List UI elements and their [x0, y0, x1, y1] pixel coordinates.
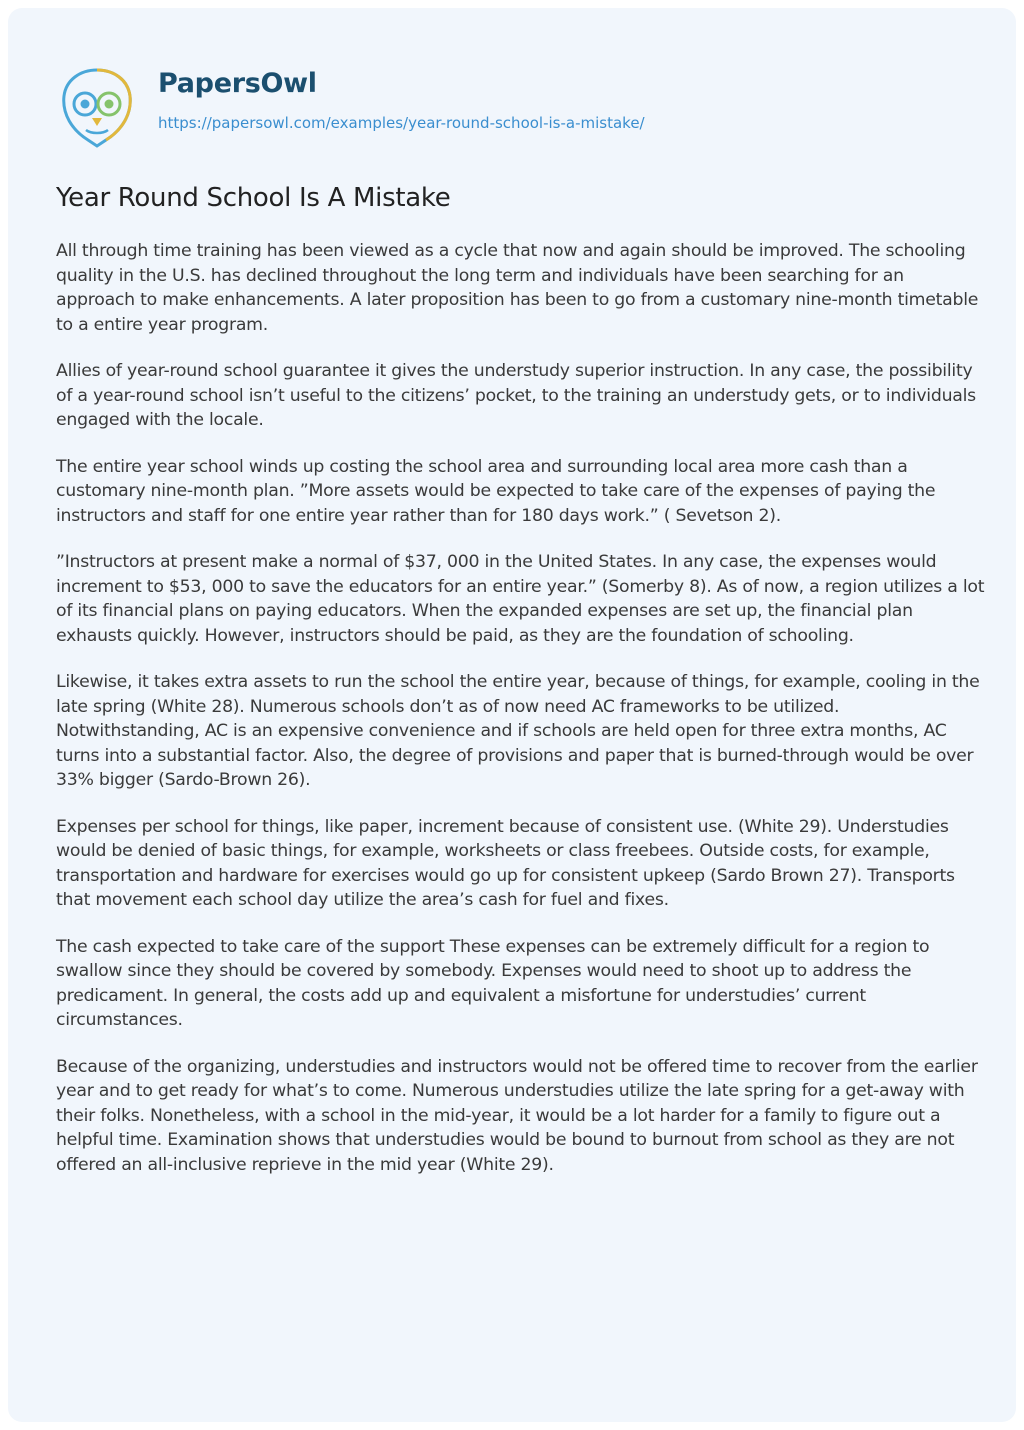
essay-paragraph: Allies of year-round school guarantee it gives the understudy superior instruction. In any case, the possibility of a year-round school isn’t useful to the citizens’ pocket, to the training an understudy gets, or to individuals engaged with the locale.: [56, 361, 976, 430]
essay-paragraph: Because of the organizing, understudies and instructors would not be offered time to recover from the earlier year and to get ready for what’s to come. Numerous understudies utilize the late spring for a get-away with their folks. Nonetheless, with a school in the mid-year, it would be a lot harder for a family to figure out a helpful time. Examination shows that understudies would be bound to burnout from school as they are not offered an all-inclusive reprieve in the mid year (White 29).: [56, 1056, 978, 1175]
brand-header: [56, 66, 645, 148]
essay-paragraph: All through time training has been viewed as a cycle that now and again should be improved. The schooling quality in the U.S. has declined throughout the long term and individuals have been searching for an approach to make enhancements. A later proposition has been to go from a customary nine-month timetable to a entire year program.: [56, 241, 979, 335]
essay-paragraph: ”Instructors at present make a normal of $37, 000 in the United States. In any case, the expenses would increment to $53, 000 to save the educators for an entire year.” (Somerby 8). As of now, a region utilizes a lot of its financial plans on paying educators. When the expanded expenses are set up, the financial plan exhausts quickly. However, instructors should be paid, as they are the foundation of schooling.: [56, 552, 985, 646]
essay-paragraph: Expenses per school for things, like paper, increment because of consistent use. (White 29). Understudies would be denied of basic things, for example, worksheets or class freebees. Outside costs, for example, transportation and hardware for exercises would go up for consistent upkeep (Sardo Brown 27). Transports that movement each school day utilize the area’s cash for fuel and fixes.: [56, 816, 955, 910]
essay-card: [8, 8, 1016, 1422]
essay-body: [56, 239, 986, 1199]
essay-paragraph: The cash expected to take care of the support These expenses can be extremely difficult for a region to swallow since they should be covered by somebody. Expenses would need to shoot up to address the predicament. In general, the costs add up and equivalent a misfortune for understudies’ current circumstances.: [56, 936, 930, 1030]
owl-logo-icon: [56, 66, 138, 148]
brand-text: [158, 68, 645, 133]
essay-paragraph: Likewise, it takes extra assets to run the school the entire year, because of things, for example, cooling in the late spring (White 28). Numerous schools don’t as of now need AC frameworks to be utilized. Notwithstanding, AC is an expensive convenience and if schools are held open for three extra months, AC turns into a substantial factor. Also, the degree of provisions and paper that is burned-through would be over 33% bigger (Sardo-Brown 26).: [56, 672, 980, 790]
brand-name: PapersOwl: [158, 68, 317, 99]
essay-title: Year Round School Is A Mistake: [56, 183, 451, 213]
essay-paragraph: The entire year school winds up costing the school area and surrounding local area more cash than a customary nine-month plan. ”More assets would be expected to take care of the expenses of paying the instructors and staff for one entire year rather than for 180 days work.” ( Sevetson 2).: [56, 456, 936, 526]
source-url-link[interactable]: https://papersowl.com/examples/year-round-school-is-a-mistake/: [158, 114, 645, 132]
